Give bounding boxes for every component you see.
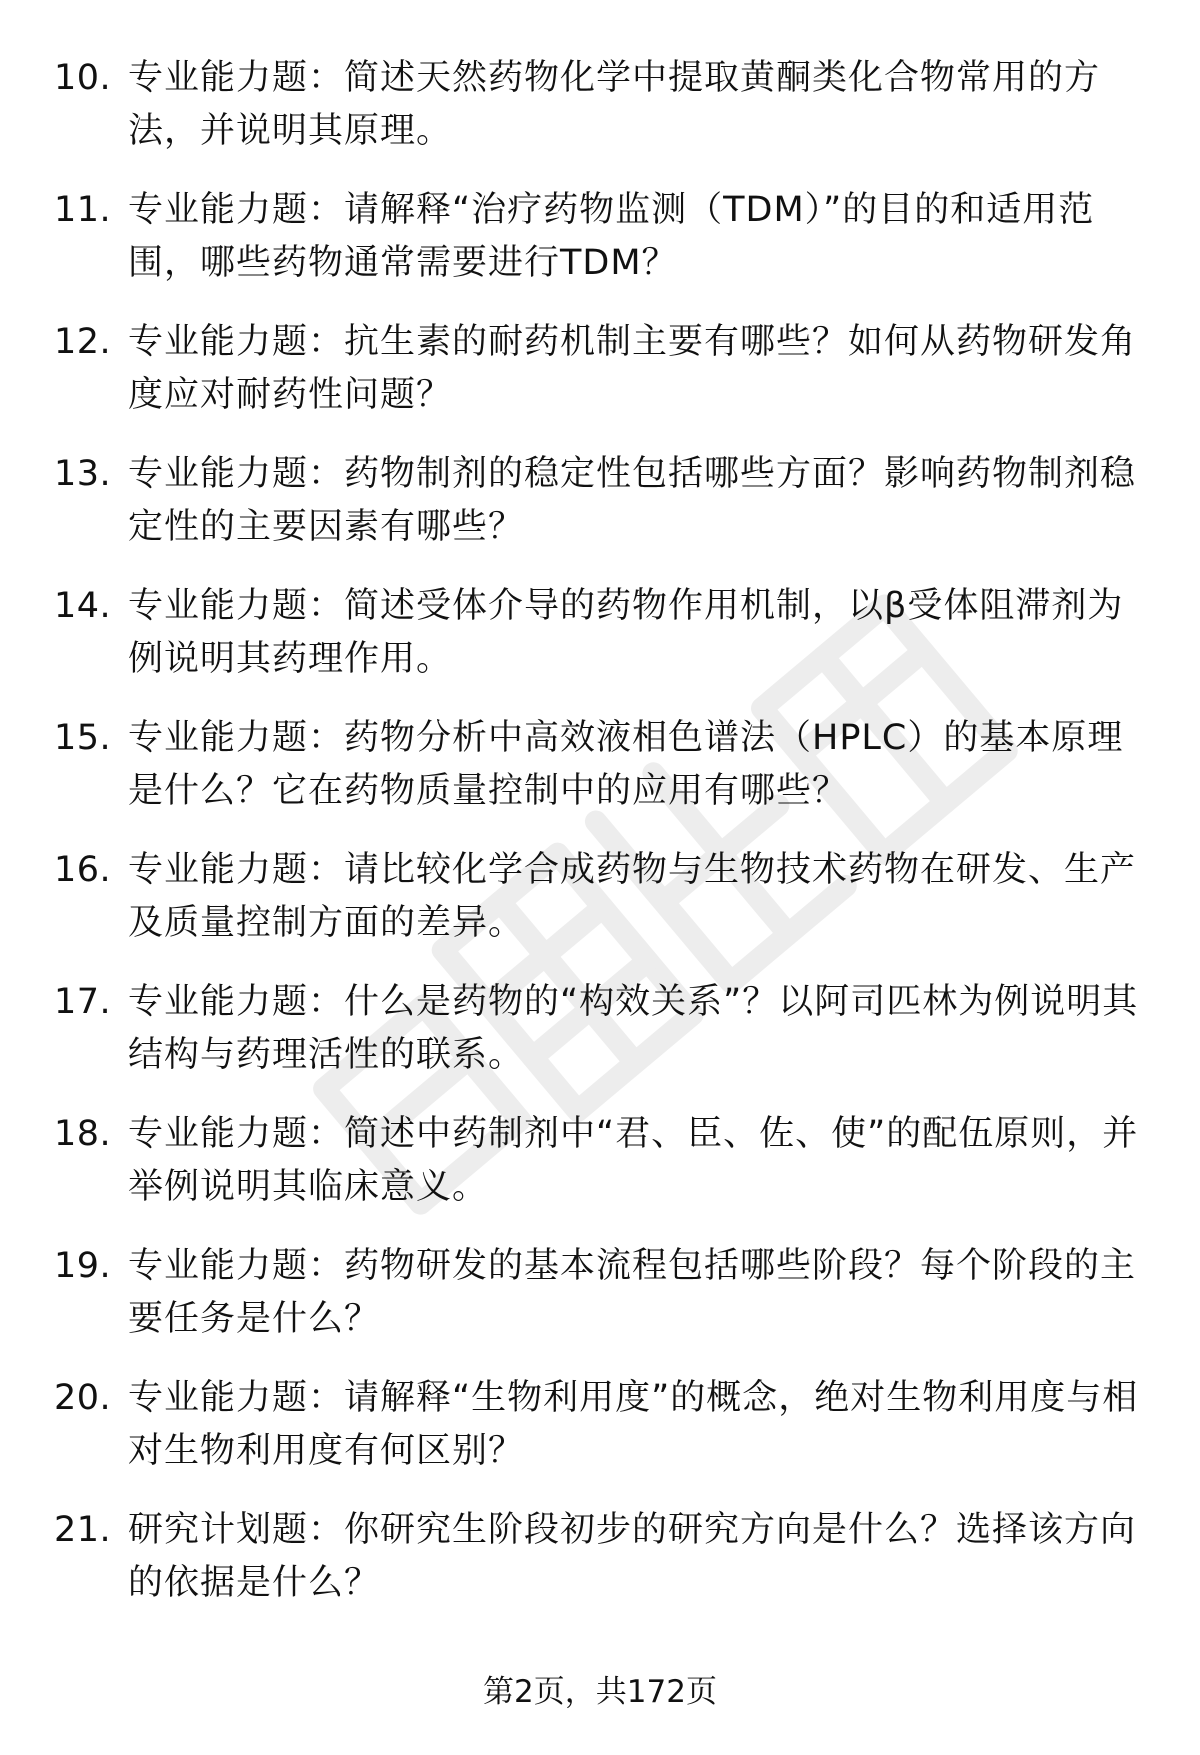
question-item (0, 448, 1200, 580)
question-item (0, 844, 1200, 976)
question-number: 21. (54, 1510, 112, 1550)
question-item (0, 184, 1200, 316)
question-item (0, 1240, 1200, 1372)
question-number: 19. (54, 1246, 112, 1286)
question-number: 12. (54, 322, 112, 362)
question-text: 专业能力题：请解释“生物利用度”的概念，绝对生物利用度与相对生物利用度有何区别？ (128, 1378, 1139, 1471)
question-text: 专业能力题：药物研发的基本流程包括哪些阶段？每个阶段的主要任务是什么？ (128, 1246, 1137, 1339)
question-text: 专业能力题：抗生素的耐药机制主要有哪些？如何从药物研发角度应对耐药性问题？ (128, 322, 1137, 415)
question-number: 15. (54, 718, 112, 758)
question-text: 专业能力题：药物制剂的稳定性包括哪些方面？影响药物制剂稳定性的主要因素有哪些？ (128, 454, 1137, 547)
question-text: 专业能力题：请解释“治疗药物监测（TDM）”的目的和适用范围，哪些药物通常需要进行TDM？ (128, 190, 1095, 283)
question-number: 17. (54, 982, 112, 1022)
question-item (0, 580, 1200, 712)
question-item (0, 976, 1200, 1108)
question-item (0, 1108, 1200, 1240)
question-item (0, 52, 1200, 184)
question-number: 18. (54, 1114, 112, 1154)
question-number: 11. (54, 190, 112, 230)
question-number: 10. (54, 58, 112, 98)
question-item (0, 1372, 1200, 1504)
question-text: 专业能力题：什么是药物的“构效关系”？以阿司匹林为例说明其结构与药理活性的联系。 (128, 982, 1139, 1075)
question-number: 14. (54, 586, 112, 626)
question-text: 专业能力题：请比较化学合成药物与生物技术药物在研发、生产及质量控制方面的差异。 (128, 850, 1137, 943)
question-list (0, 52, 1200, 1636)
question-item (0, 316, 1200, 448)
question-text: 专业能力题：简述受体介导的药物作用机制，以β受体阻滞剂为例说明其药理作用。 (128, 586, 1124, 679)
question-text: 研究计划题：你研究生阶段初步的研究方向是什么？选择该方向的依据是什么？ (128, 1510, 1137, 1603)
question-number: 13. (54, 454, 112, 494)
question-text: 专业能力题：简述中药制剂中“君、臣、佐、使”的配伍原则，并举例说明其临床意义。 (128, 1114, 1139, 1207)
page-footer: 第2页，共172页 (483, 1674, 717, 1710)
question-text: 专业能力题：药物分析中高效液相色谱法（HPLC）的基本原理是什么？它在药物质量控制中的应用有哪些？ (128, 718, 1124, 811)
question-item (0, 1504, 1200, 1636)
question-item (0, 712, 1200, 844)
question-number: 16. (54, 850, 112, 890)
question-number: 20. (54, 1378, 112, 1418)
question-text: 专业能力题：简述天然药物化学中提取黄酮类化合物常用的方法，并说明其原理。 (128, 58, 1101, 151)
